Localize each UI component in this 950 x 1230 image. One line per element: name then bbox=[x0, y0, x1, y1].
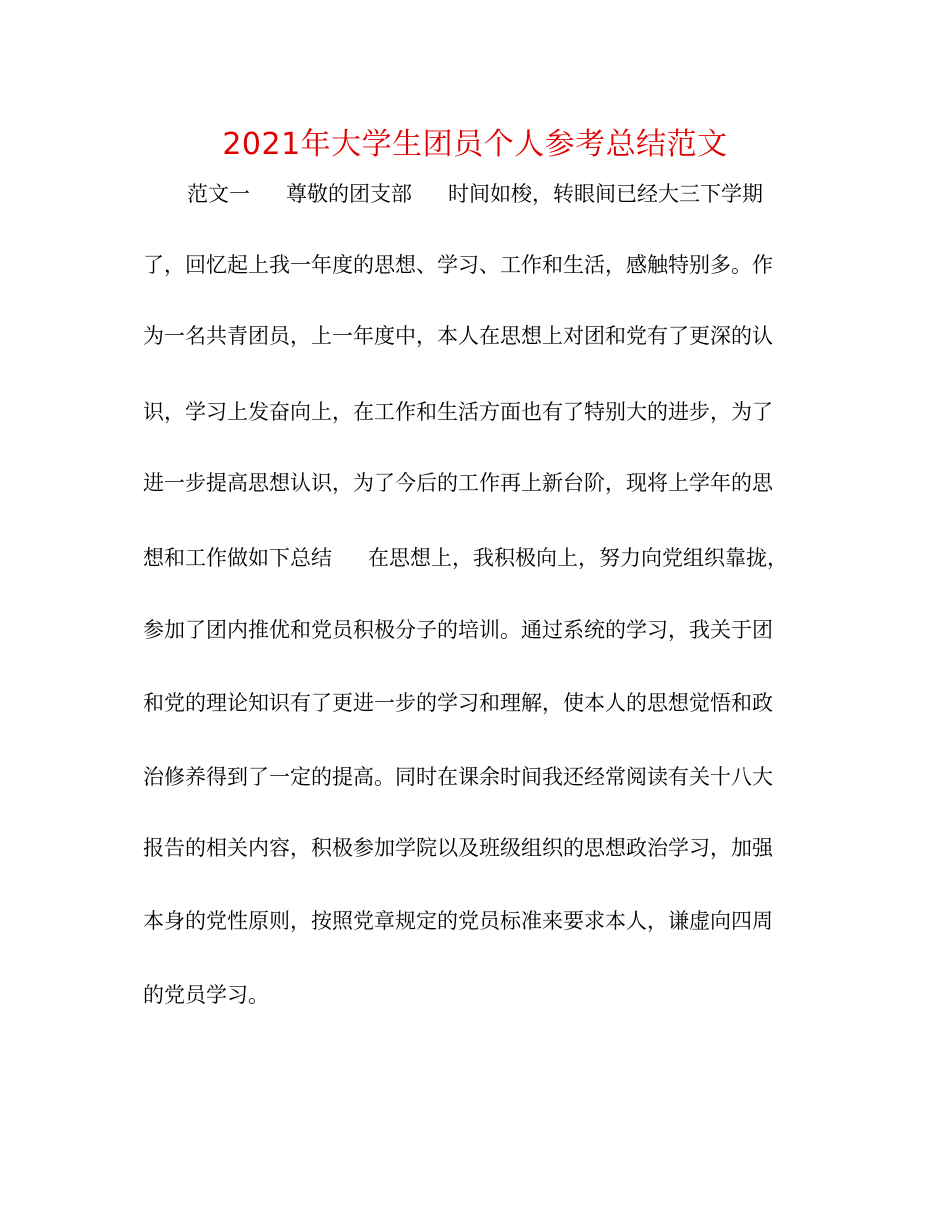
text-run: 想和工作做如下总结 bbox=[143, 546, 332, 570]
paragraph-line: 了，回忆起上我一年度的思想、学习、工作和生活，感触特别多。作 bbox=[143, 253, 773, 277]
paragraph-line bbox=[143, 540, 808, 576]
paragraph-line: 为一名共青团员，上一年度中，本人在思想上对团和党有了更深的认 bbox=[143, 324, 773, 348]
text-run: 时间如梭，转眼间已经大三下学期 bbox=[448, 182, 763, 206]
paragraph-line bbox=[187, 176, 808, 212]
paragraph-line: 本身的党性原则，按照党章规定的党员标准来要求本人，谦虚向四周 bbox=[143, 909, 773, 933]
paragraph-line: 参加了团内推优和党员积极分子的培训。通过系统的学习，我关于团 bbox=[143, 618, 773, 642]
section-label: 范文一 bbox=[187, 182, 250, 206]
salutation: 尊敬的团支部 bbox=[286, 182, 412, 206]
paragraph-line: 治修养得到了一定的提高。同时在课余时间我还经常阅读有关十八大 bbox=[143, 765, 773, 789]
paragraph-line: 报告的相关内容，积极参加学院以及班级组织的思想政治学习，加强 bbox=[143, 836, 773, 860]
text-run: 在思想上，我积极向上，努力向党组织靠拢， bbox=[368, 546, 788, 570]
paragraph-line: 的党员学习。 bbox=[143, 983, 269, 1007]
paragraph-line: 和党的理论知识有了更进一步的学习和理解，使本人的思想觉悟和政 bbox=[143, 691, 773, 715]
document-title: 2021年大学生团员个人参考总结范文 bbox=[222, 127, 728, 162]
paragraph-line: 进一步提高思想认识，为了今后的工作再上新台阶，现将上学年的思 bbox=[143, 471, 773, 495]
paragraph-line: 识，学习上发奋向上，在工作和生活方面也有了特别大的进步，为了 bbox=[143, 400, 773, 424]
